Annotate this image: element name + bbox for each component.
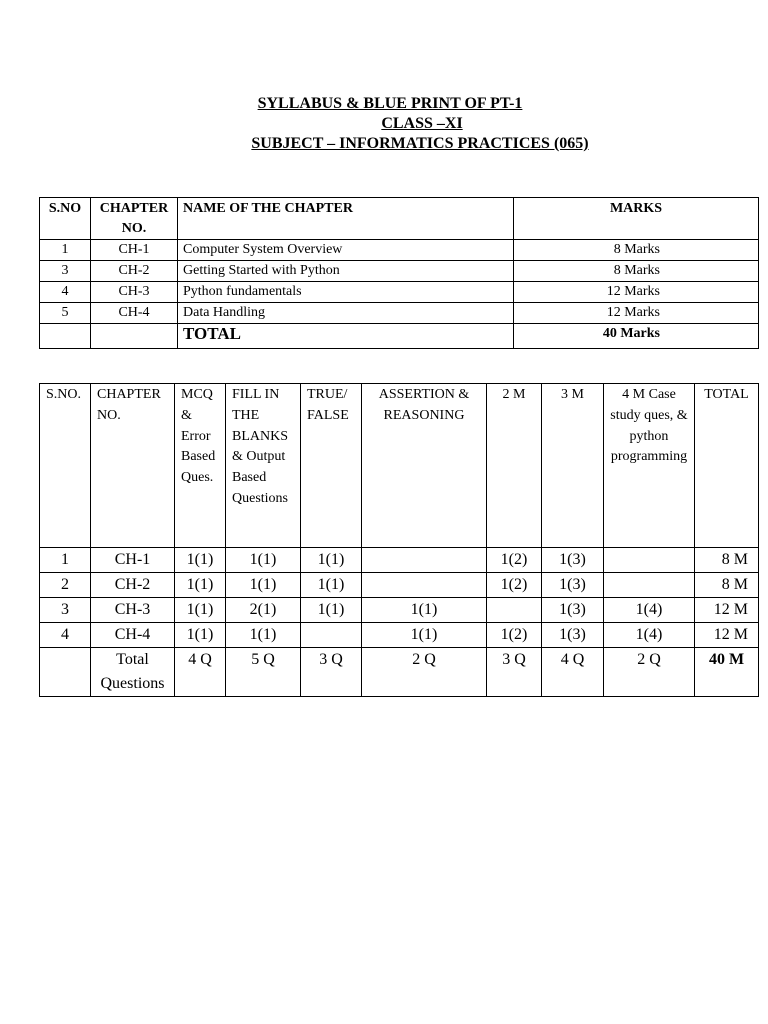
header-sno: S.NO. [40,384,91,548]
cell-ar: 1(1) [362,598,487,623]
sum-3m: 4 Q [542,648,604,697]
cell-sno: 1 [40,548,91,573]
header-2-marks: 2 M [487,384,542,548]
cell-ar [362,573,487,598]
cell-3m: 1(3) [542,623,604,648]
table-row [40,240,759,261]
total-marks: 40 Marks [514,324,759,349]
cell-marks: 8 Marks [514,261,759,282]
cell-3m: 1(3) [542,573,604,598]
cell-chapter: CH-2 [91,261,178,282]
title-line-1: SYLLABUS & BLUE PRINT OF PT-1 [257,95,523,112]
cell-tf: 1(1) [301,598,362,623]
cell-sno: 4 [40,282,91,303]
cell-2m: 1(2) [487,548,542,573]
cell-4m: 1(4) [604,623,695,648]
blueprint-header-row [40,384,759,548]
cell-mcq: 1(1) [175,598,226,623]
cell-mcq: 1(1) [175,548,226,573]
header-chapter-no: CHAPTER NO. [91,198,178,240]
cell-mcq: 1(1) [175,623,226,648]
cell-chapter: CH-2 [91,573,175,598]
total-questions-row [40,648,759,697]
header-mcq: MCQ & Error Based Ques. [175,384,226,548]
header-true-false: TRUE/ FALSE [301,384,362,548]
cell-4m [604,573,695,598]
cell-chapter: CH-3 [91,598,175,623]
cell-sno: 1 [40,240,91,261]
syllabus-table [39,197,759,349]
cell-chapter: CH-1 [91,548,175,573]
table-row [40,282,759,303]
cell-2m [487,598,542,623]
header-chapter-name: NAME OF THE CHAPTER [178,198,514,240]
table-row [40,303,759,324]
cell-sno: 4 [40,623,91,648]
header-4-marks: 4 M Case study ques, & python programming [604,384,695,548]
cell-empty [40,324,91,349]
cell-mcq: 1(1) [175,573,226,598]
cell-marks: 12 Marks [514,282,759,303]
table-row [40,598,759,623]
table-row [40,573,759,598]
cell-sno: 3 [40,261,91,282]
header-sno: S.NO [40,198,91,240]
cell-name: Getting Started with Python [178,261,514,282]
cell-total: 8 M [695,573,759,598]
sum-total: 40 M [695,648,759,697]
title-line-2: CLASS –XI [381,115,463,132]
header-total: TOTAL [695,384,759,548]
cell-name: Data Handling [178,303,514,324]
header-fill-in-blanks: FILL IN THE BLANKS & Output Based Questions [226,384,301,548]
sum-fill: 5 Q [226,648,301,697]
total-row [40,324,759,349]
cell-total: 12 M [695,598,759,623]
cell-fill: 2(1) [226,598,301,623]
total-questions-label: Total Questions [91,648,175,697]
cell-2m: 1(2) [487,623,542,648]
cell-marks: 12 Marks [514,303,759,324]
table-row [40,261,759,282]
cell-total: 8 M [695,548,759,573]
table-row [40,548,759,573]
cell-fill: 1(1) [226,623,301,648]
cell-sno: 5 [40,303,91,324]
cell-name: Computer System Overview [178,240,514,261]
cell-tf [301,623,362,648]
sum-mcq: 4 Q [175,648,226,697]
header-marks: MARKS [514,198,759,240]
cell-chapter: CH-1 [91,240,178,261]
sum-ar: 2 Q [362,648,487,697]
sum-2m: 3 Q [487,648,542,697]
cell-4m [604,548,695,573]
header-3-marks: 3 M [542,384,604,548]
blueprint-table [39,383,759,697]
total-label: TOTAL [178,324,514,349]
cell-empty [91,324,178,349]
header-assertion-reasoning: ASSERTION & REASONING [362,384,487,548]
title-line-3: SUBJECT – INFORMATICS PRACTICES (065) [251,135,589,152]
cell-sno: 3 [40,598,91,623]
cell-chapter: CH-3 [91,282,178,303]
document-title [0,94,768,154]
cell-3m: 1(3) [542,598,604,623]
cell-ar [362,548,487,573]
header-chapter-no: CHAPTER NO. [91,384,175,548]
cell-2m: 1(2) [487,573,542,598]
cell-chapter: CH-4 [91,623,175,648]
cell-marks: 8 Marks [514,240,759,261]
sum-4m: 2 Q [604,648,695,697]
cell-tf: 1(1) [301,573,362,598]
syllabus-header-row [40,198,759,240]
sum-tf: 3 Q [301,648,362,697]
cell-total: 12 M [695,623,759,648]
cell-empty [40,648,91,697]
cell-chapter: CH-4 [91,303,178,324]
cell-tf: 1(1) [301,548,362,573]
table-row [40,623,759,648]
cell-4m: 1(4) [604,598,695,623]
cell-fill: 1(1) [226,548,301,573]
cell-ar: 1(1) [362,623,487,648]
cell-name: Python fundamentals [178,282,514,303]
cell-sno: 2 [40,573,91,598]
cell-3m: 1(3) [542,548,604,573]
cell-fill: 1(1) [226,573,301,598]
